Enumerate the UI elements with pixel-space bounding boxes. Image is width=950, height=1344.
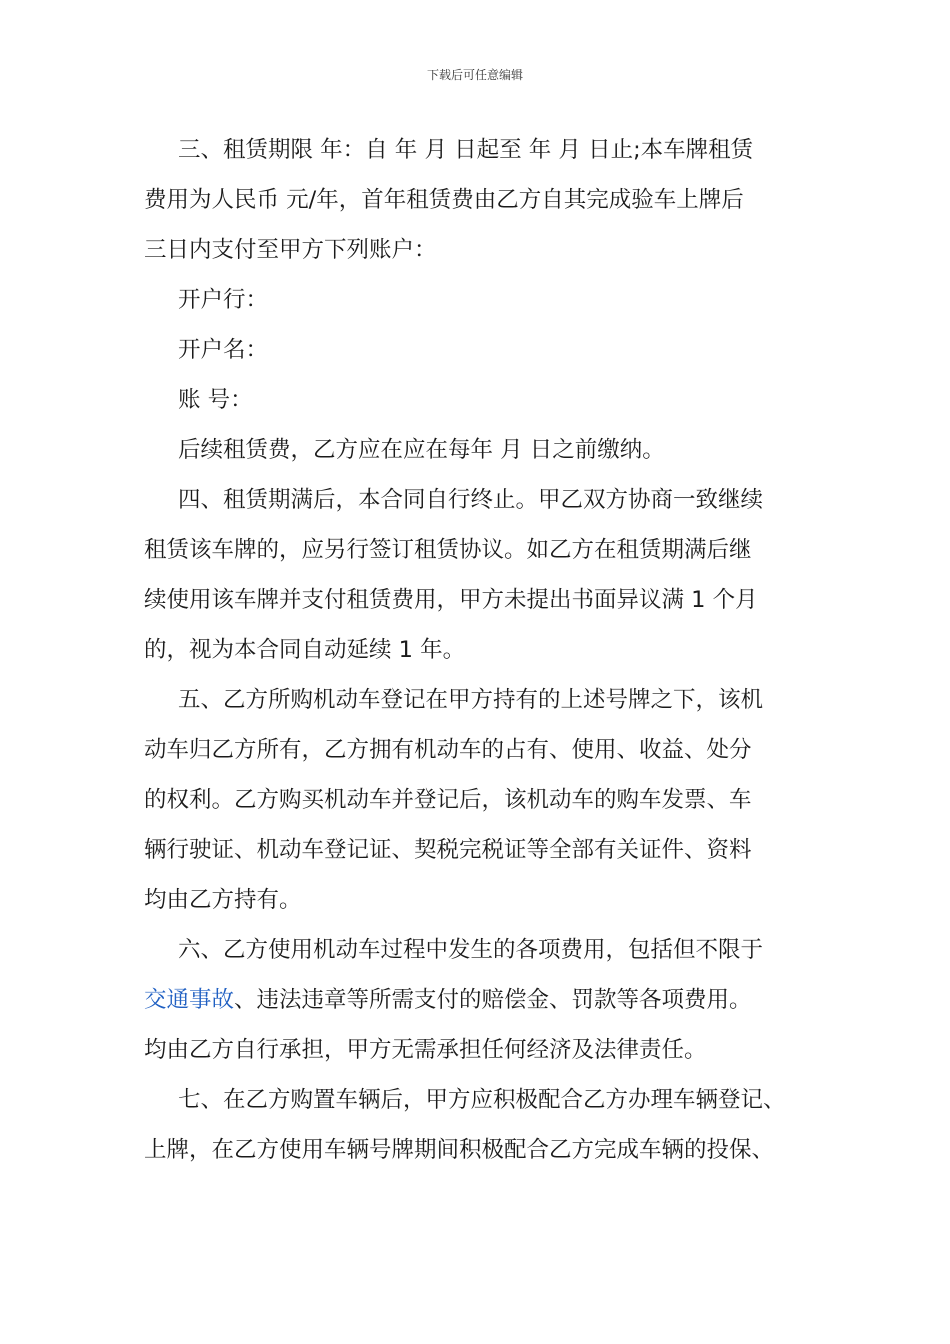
paragraph-line: 均由乙方持有。 xyxy=(144,887,302,913)
account-number-label: 账 号： xyxy=(178,387,253,413)
bank-name-label: 开户行： xyxy=(178,287,269,313)
paragraph-line: 四、租赁期满后，本合同自行终止。甲乙双方协商一致继续 xyxy=(178,487,764,513)
paragraph-line: 均由乙方自行承担，甲方无需承担任何经济及法律责任。 xyxy=(144,1037,707,1063)
paragraph-line xyxy=(144,975,812,1025)
paragraph-line: 七、在乙方购置车辆后，甲方应积极配合乙方办理车辆登记、 xyxy=(178,1087,786,1113)
paragraph-line: 辆行驶证、机动车登记证、契税完税证等全部有关证件、资料 xyxy=(144,837,752,863)
paragraph-line: 六、乙方使用机动车过程中发生的各项费用，包括但不限于 xyxy=(178,937,764,963)
paragraph-line-rest: 、违法违章等所需支付的赔偿金、罚款等各项费用。 xyxy=(234,987,752,1013)
document-body xyxy=(144,125,812,1175)
traffic-accident-link[interactable]: 交通事故 xyxy=(144,987,235,1013)
paragraph-line: 的权利。乙方购买机动车并登记后，该机动车的购车发票、车 xyxy=(144,787,752,813)
account-name-label: 开户名： xyxy=(178,337,269,363)
page-header: 下载后可任意编辑 xyxy=(426,68,523,82)
paragraph-line: 的，视为本合同自动延续 1 年。 xyxy=(144,637,466,663)
paragraph-line: 三、租赁期限 年：自 年 月 日起至 年 月 日止;本车牌租赁 xyxy=(178,137,754,163)
paragraph-line: 租赁该车牌的，应另行签订租赁协议。如乙方在租赁期满后继 xyxy=(144,537,752,563)
paragraph-line: 三日内支付至甲方下列账户： xyxy=(144,237,437,263)
paragraph-line: 续使用该车牌并支付租赁费用，甲方未提出书面异议满 1 个月 xyxy=(144,587,758,613)
paragraph-line: 后续租赁费，乙方应在应在每年 月 日之前缴纳。 xyxy=(178,437,665,463)
paragraph-line: 五、乙方所购机动车登记在甲方持有的上述号牌之下，该机 xyxy=(178,687,764,713)
paragraph-line: 动车归乙方所有，乙方拥有机动车的占有、使用、收益、处分 xyxy=(144,737,752,763)
paragraph-line: 上牌，在乙方使用车辆号牌期间积极配合乙方完成车辆的投保、 xyxy=(144,1137,775,1163)
paragraph-line: 费用为人民币 元/年，首年租赁费由乙方自其完成验车上牌后 xyxy=(144,187,744,213)
